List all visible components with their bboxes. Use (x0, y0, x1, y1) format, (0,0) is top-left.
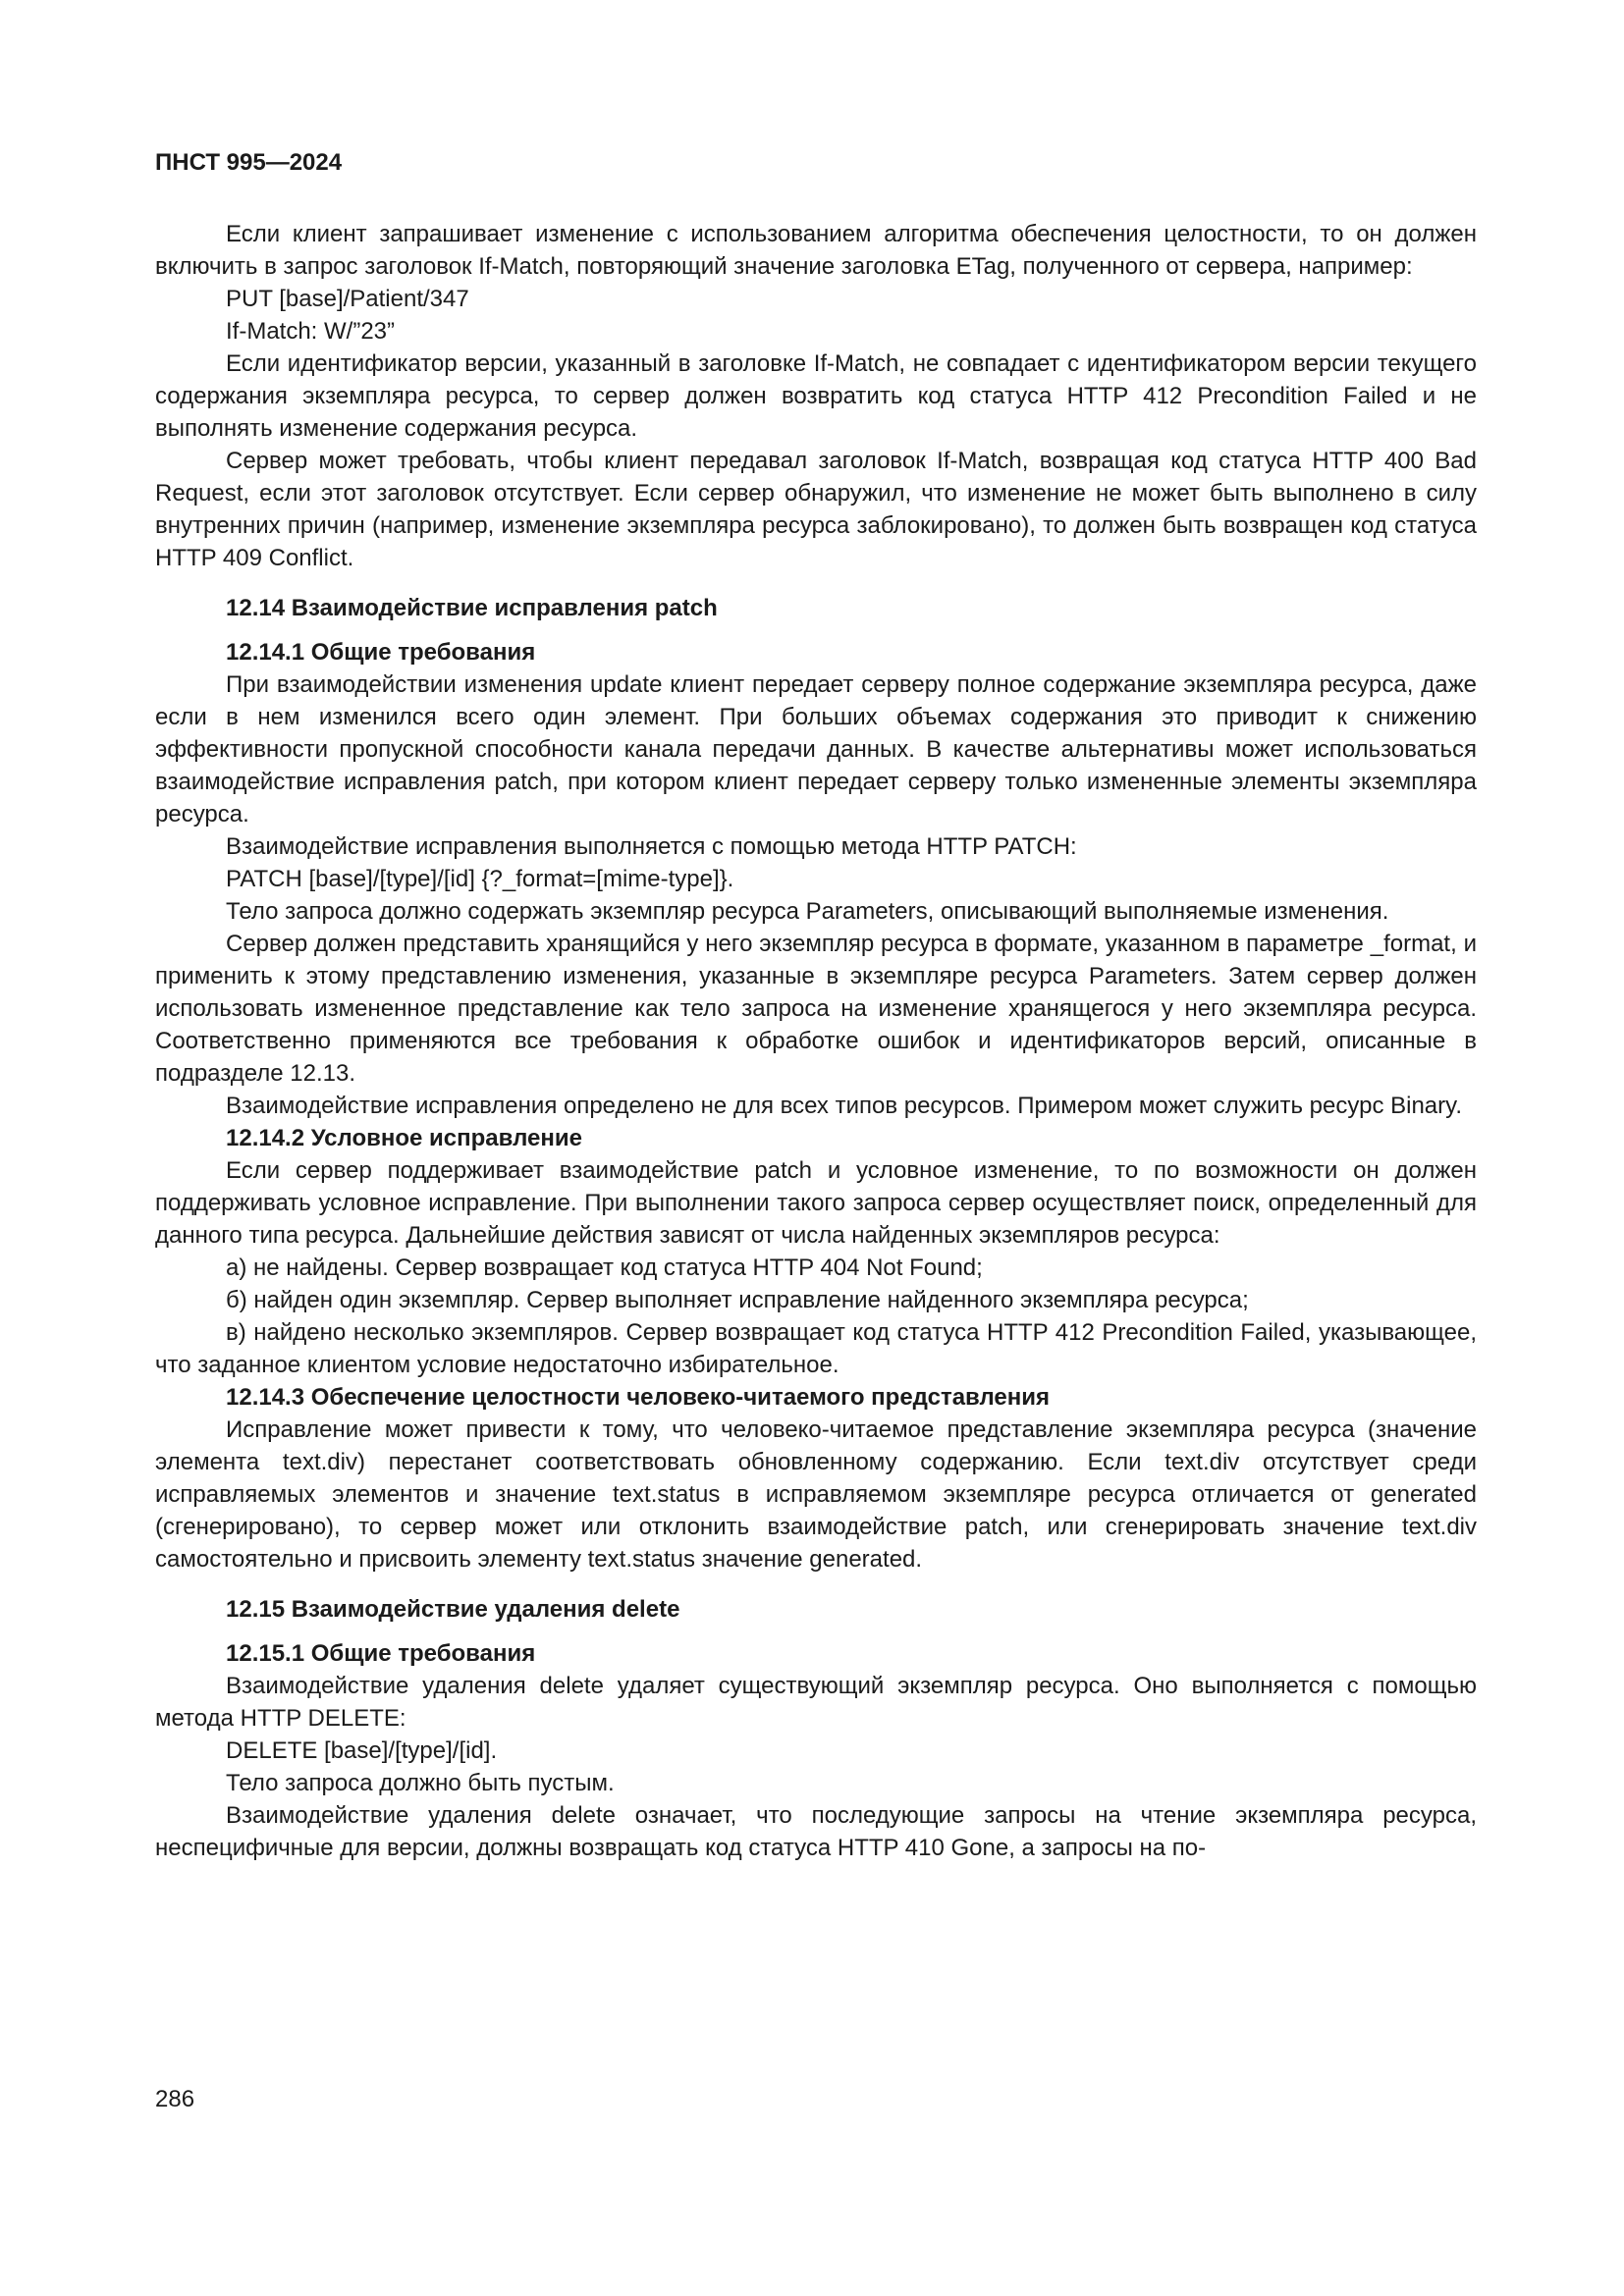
subsection-heading-12-14-2: 12.14.2 Условное исправление (226, 1125, 582, 1151)
code-line: If-Match: W/”23” (226, 318, 396, 345)
paragraph: Сервер может требовать, чтобы клиент передавал заголовок If-Match, возвращая код статуса HTTP 400 Bad Request, если этот заголовок отсутствует. Если сервер обнаружил, что изменение не может быть выполнено в силу внутренних причин (например, изменение экземпляра ресурса заблокировано), то должен быть возвращен код статуса HTTP 409 Conflict. (155, 448, 1477, 571)
list-item: б) найден один экземпляр. Сервер выполняет исправление найденного экземпляра ресурса; (226, 1287, 1249, 1313)
subsection-heading-12-14-1: 12.14.1 Общие требования (226, 639, 536, 666)
section-heading-12-15: 12.15 Взаимодействие удаления delete (226, 1596, 680, 1623)
subsection-heading-12-15-1: 12.15.1 Общие требования (226, 1640, 536, 1667)
paragraph: Тело запроса должно быть пустым. (226, 1770, 615, 1796)
list-item: а) не найдены. Сервер возвращает код статуса HTTP 404 Not Found; (226, 1255, 983, 1281)
paragraph: Взаимодействие удаления delete удаляет существующий экземпляр ресурса. Оно выполняется с помощью метода HTTP DELETE: (155, 1673, 1477, 1732)
code-line: PATCH [base]/[type]/[id] {?_format=[mime-type]}. (226, 866, 734, 892)
page-number: 286 (155, 2086, 195, 2112)
paragraph: Если идентификатор версии, указанный в заголовке If-Match, не совпадает с идентификатором версии текущего содержания экземпляра ресурса, то сервер должен возвратить код статуса HTTP 412 Precondition Failed и не выполнять изменение содержания ресурса. (155, 350, 1477, 442)
subsection-heading-12-14-3: 12.14.3 Обеспечение целостности человеко-читаемого представления (226, 1384, 1051, 1411)
section-heading-12-14: 12.14 Взаимодействие исправления patch (226, 595, 718, 621)
list-item: в) найдено несколько экземпляров. Сервер возвращает код статуса HTTP 412 Precondition Failed, указывающее, что заданное клиентом условие недостаточно избирательное. (155, 1319, 1477, 1378)
document-page (155, 147, 1477, 1864)
paragraph: Если клиент запрашивает изменение с использованием алгоритма обеспечения целостности, то он должен включить в запрос заголовок If-Match, повторяющий значение заголовка ETag, полученного от сервера, например: (155, 221, 1477, 280)
code-line: PUT [base]/Patient/347 (226, 286, 469, 312)
paragraph: Взаимодействие исправления определено не для всех типов ресурсов. Примером может служить ресурс Binary. (226, 1093, 1463, 1119)
document-id-header: ПНСТ 995—2024 (155, 149, 343, 176)
code-line: DELETE [base]/[type]/[id]. (226, 1737, 498, 1764)
paragraph: Взаимодействие исправления выполняется с помощью метода HTTP PATCH: (226, 833, 1077, 860)
paragraph: Тело запроса должно содержать экземпляр ресурса Parameters, описывающий выполняемые изменения. (226, 898, 1389, 925)
paragraph: При взаимодействии изменения update клиент передает серверу полное содержание экземпляра ресурса, даже если в нем изменился всего один элемент. При больших объемах содержания это приводит к снижению эффективности пропускной способности канала передачи данных. В качестве альтернативы может использоваться взаимодействие исправления patch, при котором клиент передает серверу только измененные элементы экземпляра ресурса. (155, 671, 1477, 828)
paragraph: Сервер должен представить хранящийся у него экземпляр ресурса в формате, указанном в параметре _format, и применить к этому представлению изменения, указанные в экземпляре ресурса Parameters. Затем сервер должен использовать измененное представление как тело запроса на изменение хранящегося у него экземпляра ресурса. Соответственно применяются все требования к обработке ошибок и идентификаторов версий, описанные в подразделе 12.13. (155, 931, 1477, 1087)
paragraph: Если сервер поддерживает взаимодействие patch и условное изменение, то по возможности он должен поддерживать условное исправление. При выполнении такого запроса сервер осуществляет поиск, определенный для данного типа ресурса. Дальнейшие действия зависят от числа найденных экземпляров ресурса: (155, 1157, 1477, 1249)
paragraph: Исправление может привести к тому, что человеко-читаемое представление экземпляра ресурса (значение элемента text.div) перестанет соответствовать обновленному содержанию. Если text.div отсутствует среди исправляемых элементов и значение text.status в исправляемом экземпляре ресурса отличается от generated (сгенерировано), то сервер может или отклонить взаимодействие patch, или сгенерировать значение text.div самостоятельно и присвоить элементу text.status значение generated. (155, 1416, 1477, 1573)
paragraph: Взаимодействие удаления delete означает, что последующие запросы на чтение экземпляра ресурса, неспецифичные для версии, должны возвращать код статуса HTTP 410 Gone, а запросы на по- (155, 1802, 1477, 1861)
